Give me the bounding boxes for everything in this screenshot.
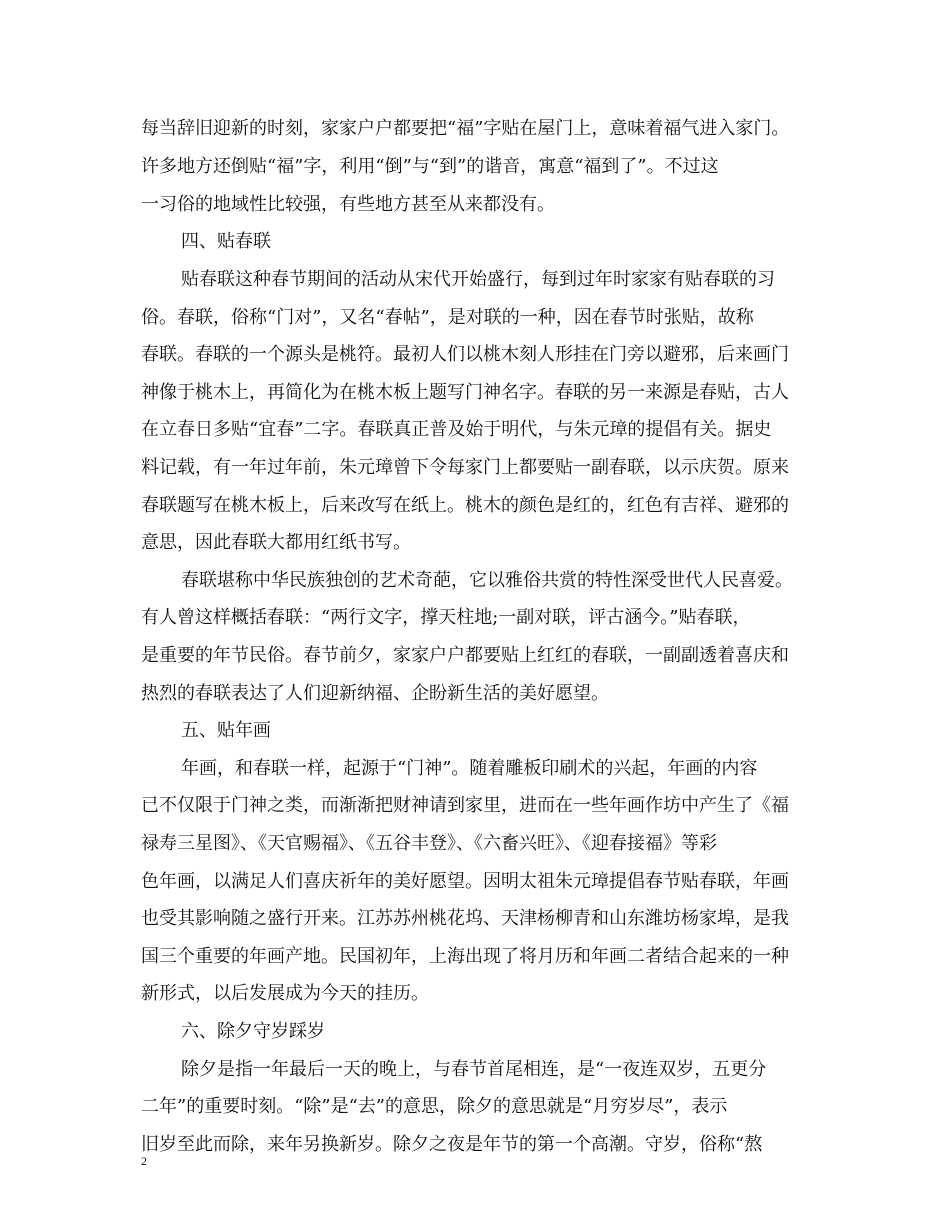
paragraph-line: 年画，和春联一样，起源于“门神”。随着雕板印刷术的兴起，年画的内容 <box>181 758 758 779</box>
paragraph-line: 在立春日多贴“宜春”二字。春联真正普及始于明代，与朱元璋的提倡有关。据史 <box>141 419 772 440</box>
paragraph-line: 旧岁至此而除，来年另换新岁。除夕之夜是年节的第一个高潮。守岁，俗称“熬 <box>141 1134 763 1155</box>
paragraph-line: 神像于桃木上，再简化为在桃木板上题写门神名字。春联的另一来源是春贴，古人 <box>141 382 789 403</box>
page-number: 2 <box>141 1154 147 1168</box>
paragraph-line: 有人曾这样概括春联：“两行文字，撑天柱地;一副对联，评古涵今。”贴春联， <box>141 607 751 628</box>
section-heading: 六、除夕守岁踩岁 <box>181 1021 325 1042</box>
paragraph-line: 每当辞旧迎新的时刻，家家户户都要把“福”字贴在屋门上，意味着福气进入家门。 <box>141 118 790 139</box>
paragraph-line: 春联题写在桃木板上，后来改写在纸上。桃木的颜色是红的，红色有吉祥、避邪的 <box>141 495 789 516</box>
paragraph-line: 除夕是指一年最后一天的晚上，与春节首尾相连，是“一夜连双岁，五更分 <box>181 1059 767 1080</box>
paragraph-line: 春联堪称中华民族独创的艺术奇葩，它以雅俗共赏的特性深受世代人民喜爱。 <box>181 570 793 591</box>
paragraph-line: 禄寿三星图》、《天官赐福》、《五谷丰登》、《六畜兴旺》、《迎春接福》等彩 <box>141 833 717 854</box>
section-heading: 四、贴春联 <box>181 231 271 252</box>
paragraph-line: 俗。春联，俗称“门对”，又名“春帖”，是对联的一种，因在春节时张贴，故称 <box>141 307 754 328</box>
paragraph-line: 贴春联这种春节期间的活动从宋代开始盛行，每到过年时家家有贴春联的习 <box>181 269 775 290</box>
paragraph-line: 春联。春联的一个源头是桃符。最初人们以桃木刻人形挂在门旁以避邪，后来画门 <box>141 344 789 365</box>
paragraph-line: 意思，因此春联大都用红纸书写。 <box>141 532 411 553</box>
paragraph-line: 也受其影响随之盛行开来。江苏苏州桃花坞、天津杨柳青和山东潍坊杨家埠，是我 <box>141 908 789 929</box>
paragraph-line: 一习俗的地域性比较强，有些地方甚至从来都没有。 <box>141 194 555 215</box>
paragraph-line: 国三个重要的年画产地。民国初年，上海出现了将月历和年画二者结合起来的一种 <box>141 946 789 967</box>
paragraph-line: 是重要的年节民俗。春节前夕，家家户户都要贴上红红的春联，一副副透着喜庆和 <box>141 645 789 666</box>
paragraph-line: 新形式，以后发展成为今天的挂历。 <box>141 983 429 1004</box>
paragraph-line: 热烈的春联表达了人们迎新纳福、企盼新生活的美好愿望。 <box>141 683 609 704</box>
paragraph-line: 许多地方还倒贴“福”字，利用“倒”与“到”的谐音，寓意“福到了”。不过这 <box>141 156 719 177</box>
paragraph-line: 二年”的重要时刻。“除”是“去”的意思，除夕的意思就是“月穷岁尽”，表示 <box>141 1096 728 1117</box>
paragraph-line: 料记载，有一年过年前，朱元璋曾下令每家门上都要贴一副春联，以示庆贺。原来 <box>141 457 789 478</box>
paragraph-line: 已不仅限于门神之类，而渐渐把财神请到家里，进而在一些年画作坊中产生了《福 <box>141 795 789 816</box>
paragraph-line: 色年画，以满足人们喜庆祈年的美好愿望。因明太祖朱元璋提倡春节贴春联，年画 <box>141 871 789 892</box>
section-heading: 五、贴年画 <box>181 720 271 741</box>
